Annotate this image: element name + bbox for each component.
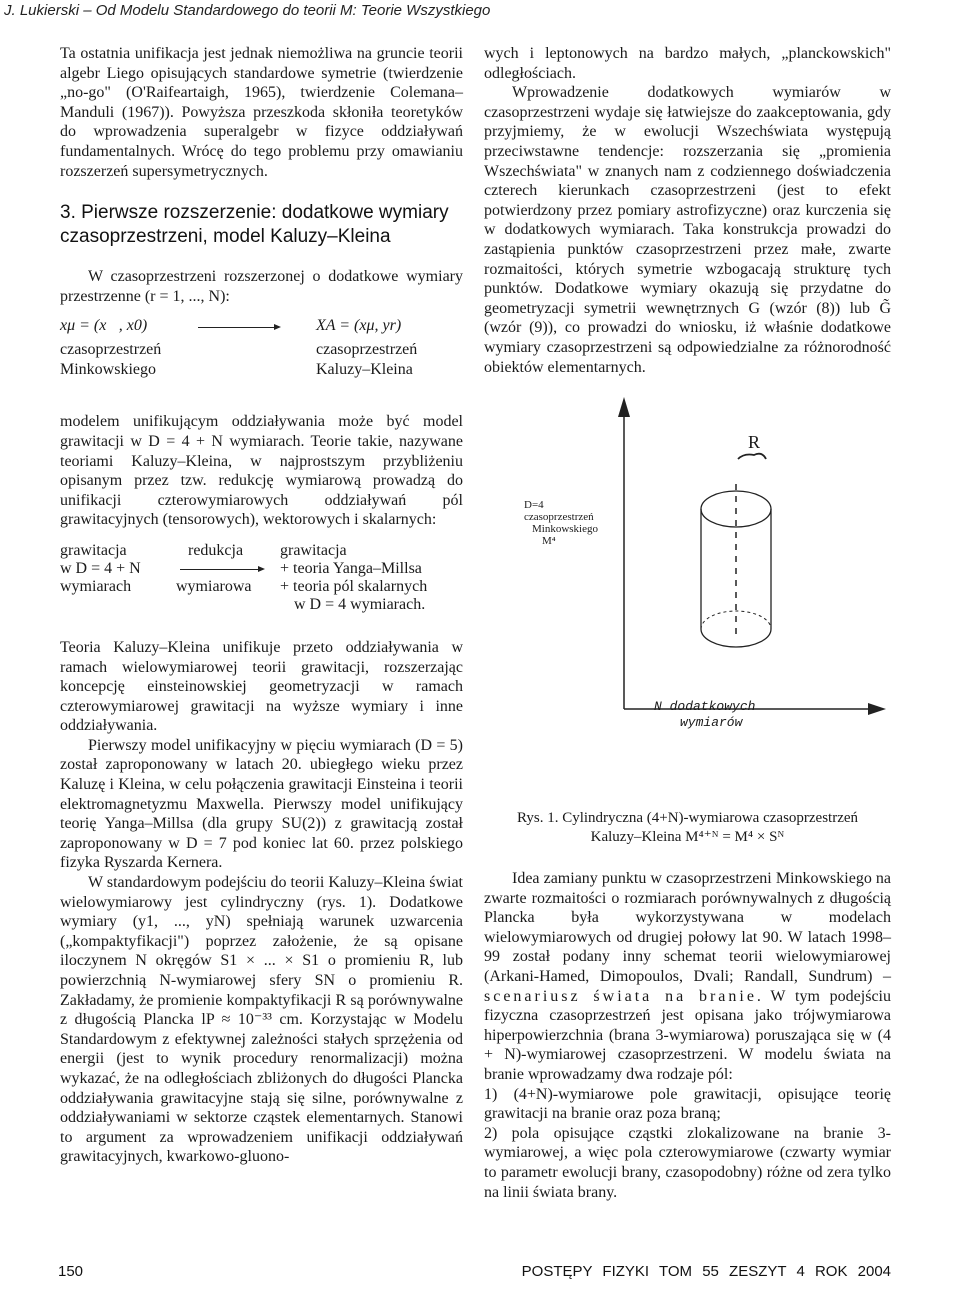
text: Idea zamiany punktu w czasoprzestrzeni Minkowskiego na zwarte rozmaitości o rozmiarach porównywalnych z długością Plancka była wykorzystywana w modelach wielowymiarowych od drugiej połowy lat 90. W latach 1998–99 został podany inny schemat teorii wielowymiarowej (Arkani-Hamed, Dimopoulos, Dvali; Randall, Sundrum) – [484, 870, 891, 986]
dimensional-reduction-scheme [60, 542, 463, 622]
right-column [484, 44, 891, 1202]
label: + teoria pól skalarnych [280, 577, 428, 595]
label: + teoria Yanga–Millsa [280, 559, 422, 577]
fig-label: wymiarów [680, 715, 743, 731]
reduction-arrow [180, 569, 260, 570]
emphasis-text: scenariusz świata na branie [484, 987, 757, 1005]
mapping-arrow [198, 327, 276, 328]
paragraph: Teoria Kaluzy–Kleina unifikuje przeto oddziaływania w ramach wielowymiarowej teorii grawitacji, rozszerzając koncepcję einsteinowskiej geometryzacji w ramach czterowymiarowej grawitacji na wyższe wymiary i inne oddziaływania. [60, 638, 463, 735]
caption-line: Kaluzy–Kleina M⁴⁺ᴺ = M⁴ × Sᴺ [590, 829, 785, 846]
caption-line: Rys. 1. Cylindryczna (4+N)-wymiarowa czasoprzestrzeń [516, 810, 859, 827]
arrow-head [274, 324, 281, 330]
label: w D = 4 wymiarach. [294, 595, 426, 613]
list-item: 1) (4+N)-wymiarowe pole grawitacji, opisujące teorię grawitacji na branie oraz poza braną; [484, 1085, 891, 1123]
figure-caption [484, 809, 891, 847]
fig-label: D=4 [524, 499, 544, 512]
label: Minkowskiego [60, 361, 156, 379]
cylinder-diagram [484, 389, 891, 749]
paragraph: Ta ostatnia unifikacja jest jednak niemożliwa na gruncie teorii algebr Liego opisujących standardowe symetrie (twierdzenie „no-go" (O'Raifeartaigh, 1965), twierdzenie Colemana–Manduli (1967)). Powyższa przeszkoda skłoniła teoretyków do wprowadzenia superalgebr w fizyce oddziaływań fundamentalnych. Wrócę do tego problemu przy omawianiu rozszerzeń supersymetrycznych. [60, 45, 463, 180]
paragraph: wych i leptonowych na bardzo małych, „planckowskich" odległościach. [484, 45, 891, 82]
radius-label: R [748, 432, 761, 453]
list-item: 2) pola opisujące cząstki zlokalizowane na branie 3-wymiarowej, a więc pola czterowymiarowe (czwarty wymiar to parametr ewolucji brany, czasopodobny) różne od zera tylko na linii świata brany. [484, 1124, 891, 1201]
paragraph: Wprowadzenie dodatkowych wymiarów w czasoprzestrzeni wydaje się łatwiejsze do zaakceptowania, gdy przyjmiemy, że w ewolucji Wszechświata występują przeciwstawne tendencje: rozszerzania się „promienia Wszechświata" w znanych nam z codziennego doświadczenia czterech kierunkach czasoprzestrzeni (jest to efekt potwierdzony przez pomiary astrofizyczne) oraz kurczenia się w dodatkowych wymiarach. Taka konstrukcja prowadzi do zastąpienia punktów czasoprzestrzeni przez małe, zwarte rozmaitości, których symetrie wzbogacają strukturę tych punktów. Dodatkowe wymiary okazują się przydatne do geometryzacji symetrii wewnętrznych G (wzór (8)) lub G̃ (wzór (9)), co prowadzi do wniosku, iż właśnie dodatkowe wymiary czasoprzestrzeni są odpowiedzialne za różnorodność obiektów elementarnych. [484, 84, 891, 376]
label: wymiarowa [176, 577, 252, 595]
kaluza-klein-coordinates: XA = (xμ, yr) [316, 317, 402, 335]
running-header: J. Lukierski – Od Modelu Standardowego do teorii M: Teorie Wszystkiego [4, 2, 491, 19]
label: czasoprzestrzeń [316, 341, 418, 359]
paragraph: W czasoprzestrzeni rozszerzonej o dodatkowe wymiary przestrzenne (r = 1, ..., N): [60, 268, 463, 305]
axis-arrow-right-icon [868, 703, 886, 715]
label: wymiarach [60, 577, 132, 595]
paragraph: modelem unifikującym oddziaływania może być model grawitacji w D = 4 + N wymiarach. Teorie takie, nazywane teoriami Kaluzy–Kleina, w najprostszym przybliżeniu opisanym przez tzw. redukcję wymiarową prowadzą do unifikacji czterowymiarowych oddziaływań pól grawitacyjnych (tensorowych), wektorowych i skalarnych: [60, 413, 463, 529]
paragraph [484, 869, 891, 1085]
fig-label: czasoprzestrzeń [524, 511, 594, 524]
fig-label: N dodatkowych [654, 699, 756, 715]
label: grawitacja [60, 541, 127, 559]
spacetime-mapping [60, 314, 463, 404]
page-number: 150 [58, 1263, 84, 1280]
label: redukcja [188, 541, 244, 559]
left-column [60, 44, 463, 1167]
minkowski-coordinates: xμ = (x⃗, x0) [60, 317, 148, 335]
radius-brace [738, 454, 766, 459]
arrow-head [258, 566, 265, 572]
section-title: 3. Pierwsze rozszerzenie: dodatkowe wymiary czasoprzestrzeni, model Kaluzy–Kleina [60, 202, 449, 248]
fig-label: Minkowskiego [532, 523, 598, 536]
label: czasoprzestrzeń [60, 341, 162, 359]
text: . W tym podejściu fizyczna czasoprzestrzeń jest opisana jako trójwymiarowa hiperpowierzchnia (brana 3-wymiarowa) poruszająca się w (4 + N)-wymiarowej czasoprzestrzeni. W modelu świata na branie wprowadzamy dwa rodzaje pól: [484, 987, 891, 1084]
figure-cylinder [484, 389, 891, 809]
journal-info: POSTĘPY FIZYKI TOM 55 ZESZYT 4 ROK 2004 [521, 1263, 891, 1280]
fig-label: M⁴ [542, 535, 556, 548]
label: w D = 4 + N [60, 559, 141, 577]
label: grawitacja [280, 541, 347, 559]
paragraph: W standardowym podejściu do teorii Kaluzy–Kleina świat wielowymiarowy jest cylindryczny (rys. 1). Dodatkowe wymiary (y1, ..., yN) spełniają warunek uzwarcenia („kompaktyfikacji") poprzez założenie, że są opisane iloczynem N okręgów S1 × ... × S1 o promieniu R, lub powierzchnią N-wymiarowej sfery SN o promieniu R. Zakładamy, że promienie kompaktyfikacji R są porównywalne z długością Plancka lP ≈ 10⁻³³ cm. Korzystając w Modelu Standardowym z efektywnej zależności stałych sprzężenia od energii (jest to wynik procedury renormalizacji) można wykazać, że na odległościach zbliżonych do długości Plancka oddziaływania grawitacyjne stają się silne, porównywalne z oddziaływaniami w sektorze cząstek elementarnych. Stanowi to argument za wprowadzeniem unifikacji oddziaływań grawitacyjnych, kwarkowo-gluono- [60, 874, 463, 1166]
label: Kaluzy–Kleina [316, 361, 413, 379]
axis-arrow-up-icon [618, 397, 630, 417]
paragraph: Pierwszy model unifikacyjny w pięciu wymiarach (D = 5) został zaproponowany w latach 20. ubiegłego wieku przez Kaluzę i Kleina, w celu połączenia grawitacji Einsteina i teorii elektromagnetyzmu Maxwella. Pierwszy model unifikujący teorię Yanga–Millsa (dla grupy SU(2)) z grawitacją został zaproponowany w D = 7 pod koniec lat 60. przez polskiego fizyka Ryszarda Kernera. [60, 736, 463, 872]
